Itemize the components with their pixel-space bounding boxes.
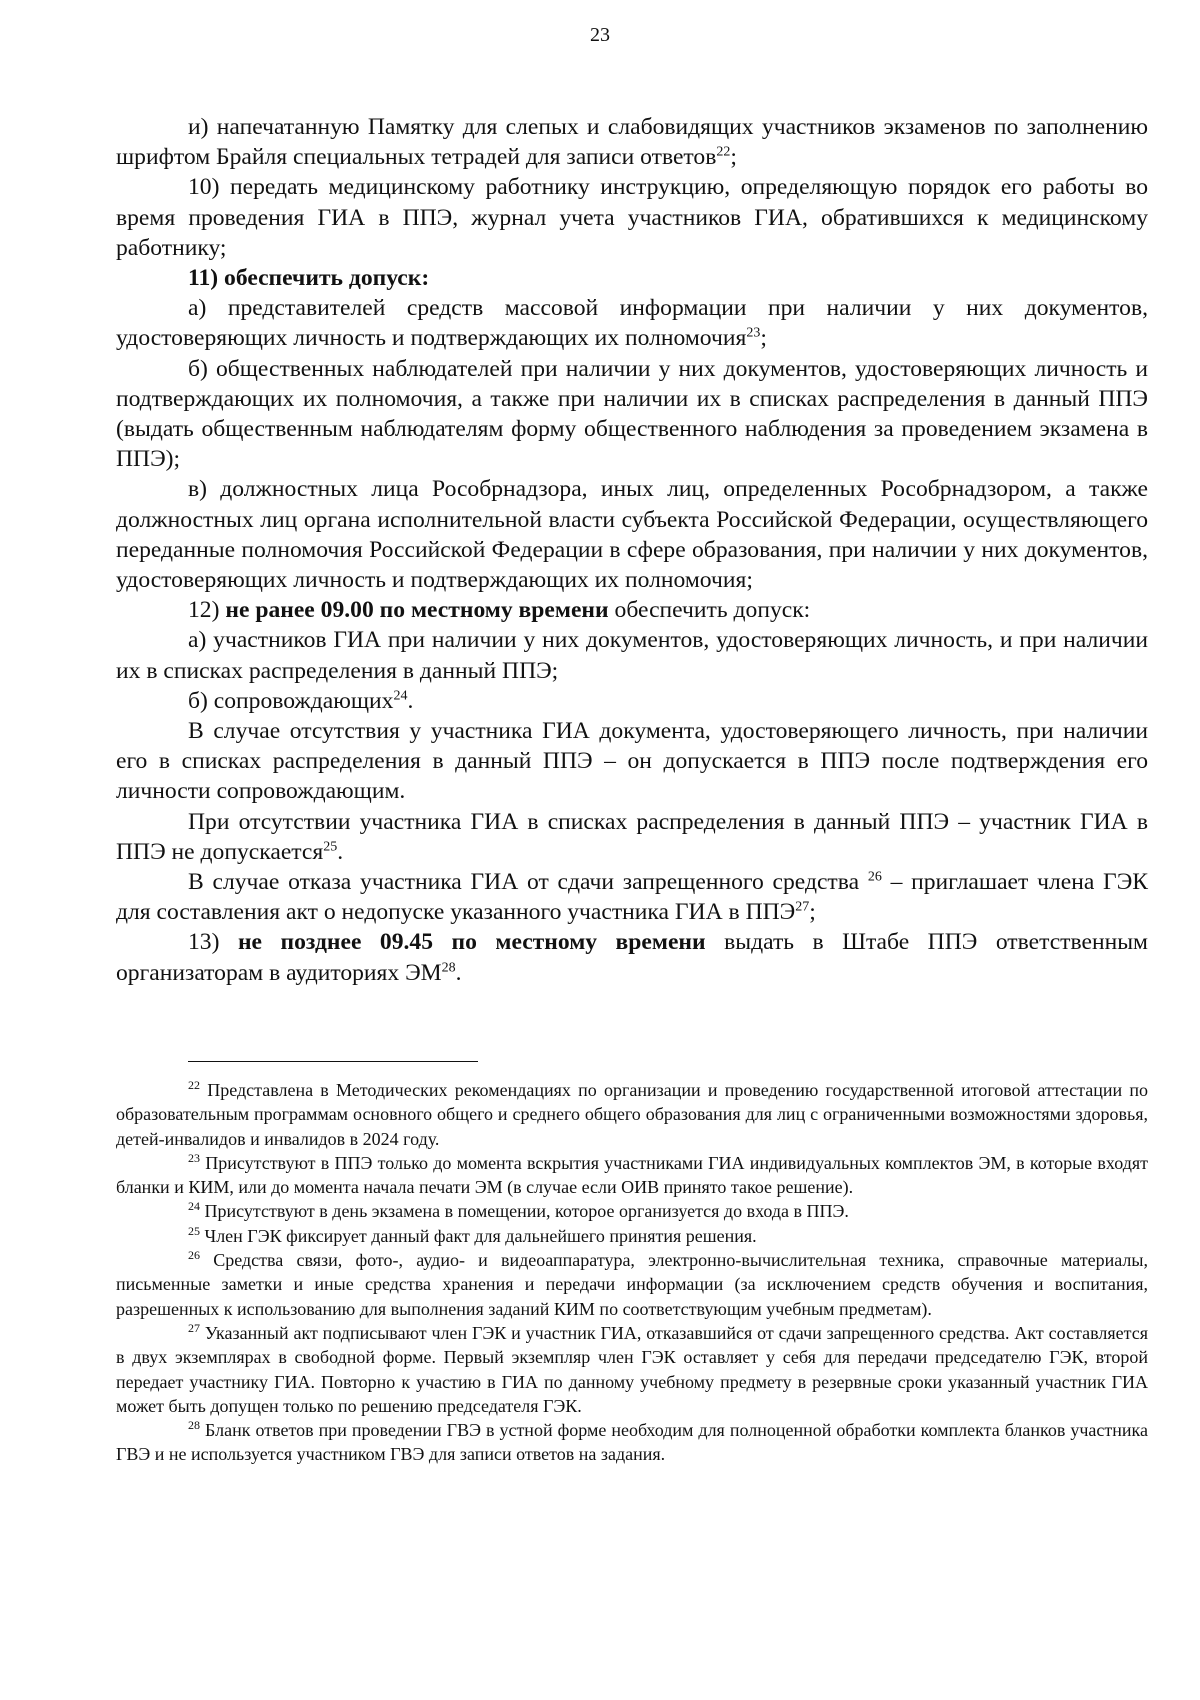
paragraph-text: 12) [188, 597, 226, 624]
paragraph-text: выдать в Штабе ППЭ ответственным организаторам в аудиториях ЭМ [116, 929, 1148, 986]
paragraph-11-heading [116, 263, 1148, 293]
page-number: 23 [590, 24, 610, 46]
footnote-24 [116, 1199, 1148, 1223]
footnote-number: 26 [188, 1247, 200, 1262]
paragraph-12b [116, 686, 1148, 716]
footnote-number: 27 [188, 1320, 200, 1335]
footnote-number: 24 [188, 1199, 200, 1214]
footnote-ref: 24 [393, 688, 408, 704]
footnote-text: Указанный акт подписывают член ГЭК и участник ГИА, отказавшийся от сдачи запрещенного средства. Акт составляется в двух экземплярах в свободной форме. Первый экземпляр член ГЭК оставляет у себя для передачи председателю ГЭК, второй передает участнику ГИА. Повторно к участию в ГИА по данному учебному предмету в резервные сроки указанный участник ГИА может быть допущен только по решению председателя ГЭК. [116, 1322, 1149, 1416]
main-text [116, 112, 1148, 988]
footnote-separator [188, 1061, 478, 1062]
paragraph-text: При отсутствии участника ГИА в списках распределения в данный ППЭ – участник ГИА в ППЭ не допускается [116, 808, 1148, 865]
footnote-23 [116, 1151, 1148, 1200]
footnote-ref: 26 [867, 869, 882, 885]
footnote-text: Средства связи, фото-, аудио- и видеоаппаратура, электронно-вычислительная техника, справочные материалы, письменные заметки и иные средства хранения и передачи информации (за исключением средств обучения и воспитания, разрешенных к использованию для выполнения заданий КИМ по соответствующим учебным предметам). [116, 1250, 1149, 1319]
footnote-ref: 25 [323, 839, 338, 855]
paragraph-11b: б) общественных наблюдателей при наличии у них документов, удостоверяющих личность и подтверждающих их полномочия, а также при наличии их в списках распределения в данный ППЭ (выдать общественным наблюдателям форму общественного наблюдения за проведением экзамена в ППЭ); [116, 355, 1148, 473]
footnote-text: Присутствуют в день экзамена в помещении, которое организуется до входа в ППЭ. [204, 1201, 849, 1222]
footnote-ref: 27 [795, 899, 810, 915]
punctuation: ; [809, 899, 816, 926]
footnote-25 [116, 1224, 1148, 1248]
punctuation: . [407, 687, 414, 714]
footnote-number: 22 [188, 1077, 200, 1092]
punctuation: . [455, 959, 462, 986]
bold-text: 11) обеспечить допуск: [188, 265, 430, 292]
footnote-text: Бланк ответов при проведении ГВЭ в устной форме необходим для полноценной обработки комплекта бланков участника ГВЭ и не используется участником ГВЭ для записи ответов на задания. [116, 1420, 1148, 1465]
footnote-ref: 23 [746, 325, 761, 341]
paragraph-no-document: В случае отсутствия у участника ГИА документа, удостоверяющего личность, при наличии его в списках распределения в данный ППЭ – он допускается в ППЭ после подтверждения его личности сопровождающим. [116, 718, 1148, 805]
punctuation: ; [730, 144, 737, 171]
paragraph-not-in-list [116, 807, 1148, 867]
punctuation: ; [760, 325, 767, 352]
paragraph-refusal [116, 867, 1148, 927]
paragraph-11a [116, 293, 1148, 353]
paragraph-text: обеспечить допуск: [608, 597, 811, 624]
paragraph-13 [116, 927, 1148, 987]
paragraph-12a: а) участников ГИА при наличии у них документов, удостоверяющих личность, и при наличии их в списках распределения в данный ППЭ; [116, 627, 1148, 684]
footnote-number: 25 [188, 1223, 200, 1238]
paragraph-text: и) напечатанную Памятку для слепых и слабовидящих участников экзаменов по заполнению шрифтом Брайля специальных тетрадей для записи ответов [116, 114, 1148, 171]
paragraph-text: б) сопровождающих [188, 687, 394, 714]
footnote-text: Член ГЭК фиксирует данный факт для дальнейшего принятия решения. [204, 1225, 757, 1246]
bold-text: не позднее 09.45 по местному времени [237, 929, 706, 956]
paragraph-i-memo [116, 112, 1148, 172]
paragraph-text: 13) [188, 929, 238, 956]
footnote-26 [116, 1248, 1148, 1321]
footnote-ref: 28 [441, 960, 456, 976]
paragraph-text: В случае отказа участника ГИА от сдачи запрещенного средства [188, 869, 860, 896]
footnote-22 [116, 1078, 1148, 1151]
paragraph-text: а) представителей средств массовой информации при наличии у них документов, удостоверяющих личность и подтверждающих их полномочия [116, 295, 1148, 352]
paragraph-10: 10) передать медицинскому работнику инструкцию, определяющую порядок его работы во время проведения ГИА в ППЭ, журнал учета участников ГИА, обратившихся к медицинскому работнику; [116, 174, 1148, 261]
footnote-ref: 22 [716, 144, 731, 160]
footnotes [116, 1078, 1148, 1467]
footnote-text: Представлена в Методических рекомендациях по организации и проведению государственной итоговой аттестации по образовательным программам основного общего и среднего общего образования для лиц с ограниченными возможностями здоровья, детей-инвалидов и инвалидов в 2024 году. [116, 1080, 1149, 1149]
footnote-28 [116, 1418, 1148, 1467]
footnote-number: 23 [188, 1150, 200, 1165]
paragraph-12 [116, 595, 1148, 625]
footnote-number: 28 [188, 1417, 200, 1432]
footnote-27 [116, 1321, 1148, 1418]
paragraph-11v: в) должностных лица Рособрнадзора, иных лиц, определенных Рособрнадзором, а также должностных лиц органа исполнительной власти субъекта Российской Федерации, осуществляющего переданные полномочия Российской Федерации в сфере образования, при наличии у них документов, удостоверяющих личность и подтверждающих их полномочия; [116, 476, 1148, 594]
paragraph-text: – приглашает члена ГЭК для составления акт о недопуске указанного участника ГИА в ППЭ [116, 869, 1149, 926]
bold-text: не ранее 09.00 по местному времени [225, 597, 609, 624]
footnote-text: Присутствуют в ППЭ только до момента вскрытия участниками ГИА индивидуальных комплектов ЭМ, в которые входят бланки и КИМ, или до момента начала печати ЭМ (в случае если ОИВ принято такое решение). [116, 1152, 1148, 1198]
punctuation: . [337, 838, 344, 865]
